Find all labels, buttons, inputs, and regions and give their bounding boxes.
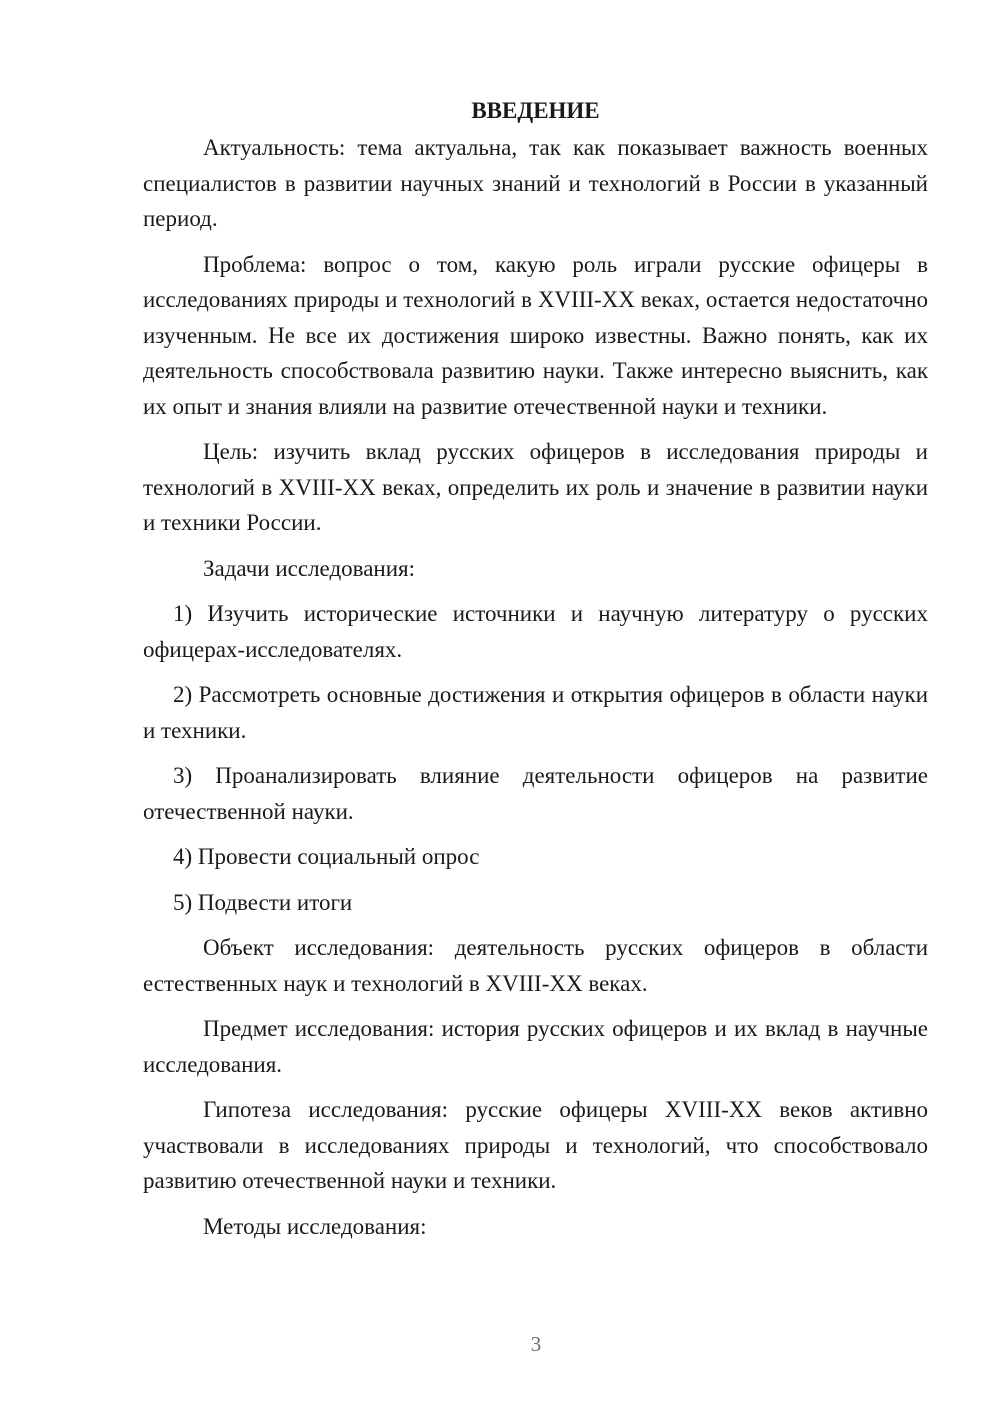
page-body [143, 93, 928, 1254]
task-item-3: 3) Проанализировать влияние деятельности офицеров на развитие отечественной науки. [143, 763, 928, 824]
task-item-4: 4) Провести социальный опрос [173, 844, 480, 869]
task-item-5: 5) Подвести итоги [173, 889, 353, 915]
paragraph-problem: Проблема: вопрос о том, какую роль играли русские офицеры в исследованиях природы и технологий в XVIII-XX веках, остается недостаточно изученным. Не все их достижения широко известны. Важно понять, как их деятельность способствовала развитию науки. Также интересно выяснить, как их опыт и знания влияли на развитие отечественной науки и техники. [143, 251, 928, 419]
page-title: ВВЕДЕНИЕ [471, 98, 600, 123]
paragraph-hypothesis: Гипотеза исследования: русские офицеры XVIII-XX веков активно участвовали в исследованиях природы и технологий, что способствовало развитию отечественной науки и техники. [143, 1097, 928, 1193]
paragraph-subject: Предмет исследования: история русских офицеров и их вклад в научные исследования. [143, 1016, 928, 1077]
task-item-1: 1) Изучить исторические источники и научную литературу о русских офицерах-исследователях. [143, 601, 928, 662]
page-number: 3 [530, 1332, 542, 1356]
paragraph-tasks-heading: Задачи исследования: [203, 555, 416, 581]
task-item-2: 2) Рассмотреть основные достижения и открытия офицеров в области науки и техники. [143, 682, 928, 743]
paragraph-methods: Методы исследования: [203, 1213, 427, 1239]
paragraph-relevance: Актуальность: тема актуальна, так как показывает важность военных специалистов в развитии научных знаний и технологий в России в указанный период. [143, 135, 928, 231]
paragraph-goal: Цель: изучить вклад русских офицеров в исследования природы и технологий в XVIII-XX веках, определить их роль и значение в развитии науки и техники России. [143, 439, 928, 535]
paragraph-object: Объект исследования: деятельность русских офицеров в области естественных наук и технологий в XVIII-XX веках. [143, 935, 928, 996]
